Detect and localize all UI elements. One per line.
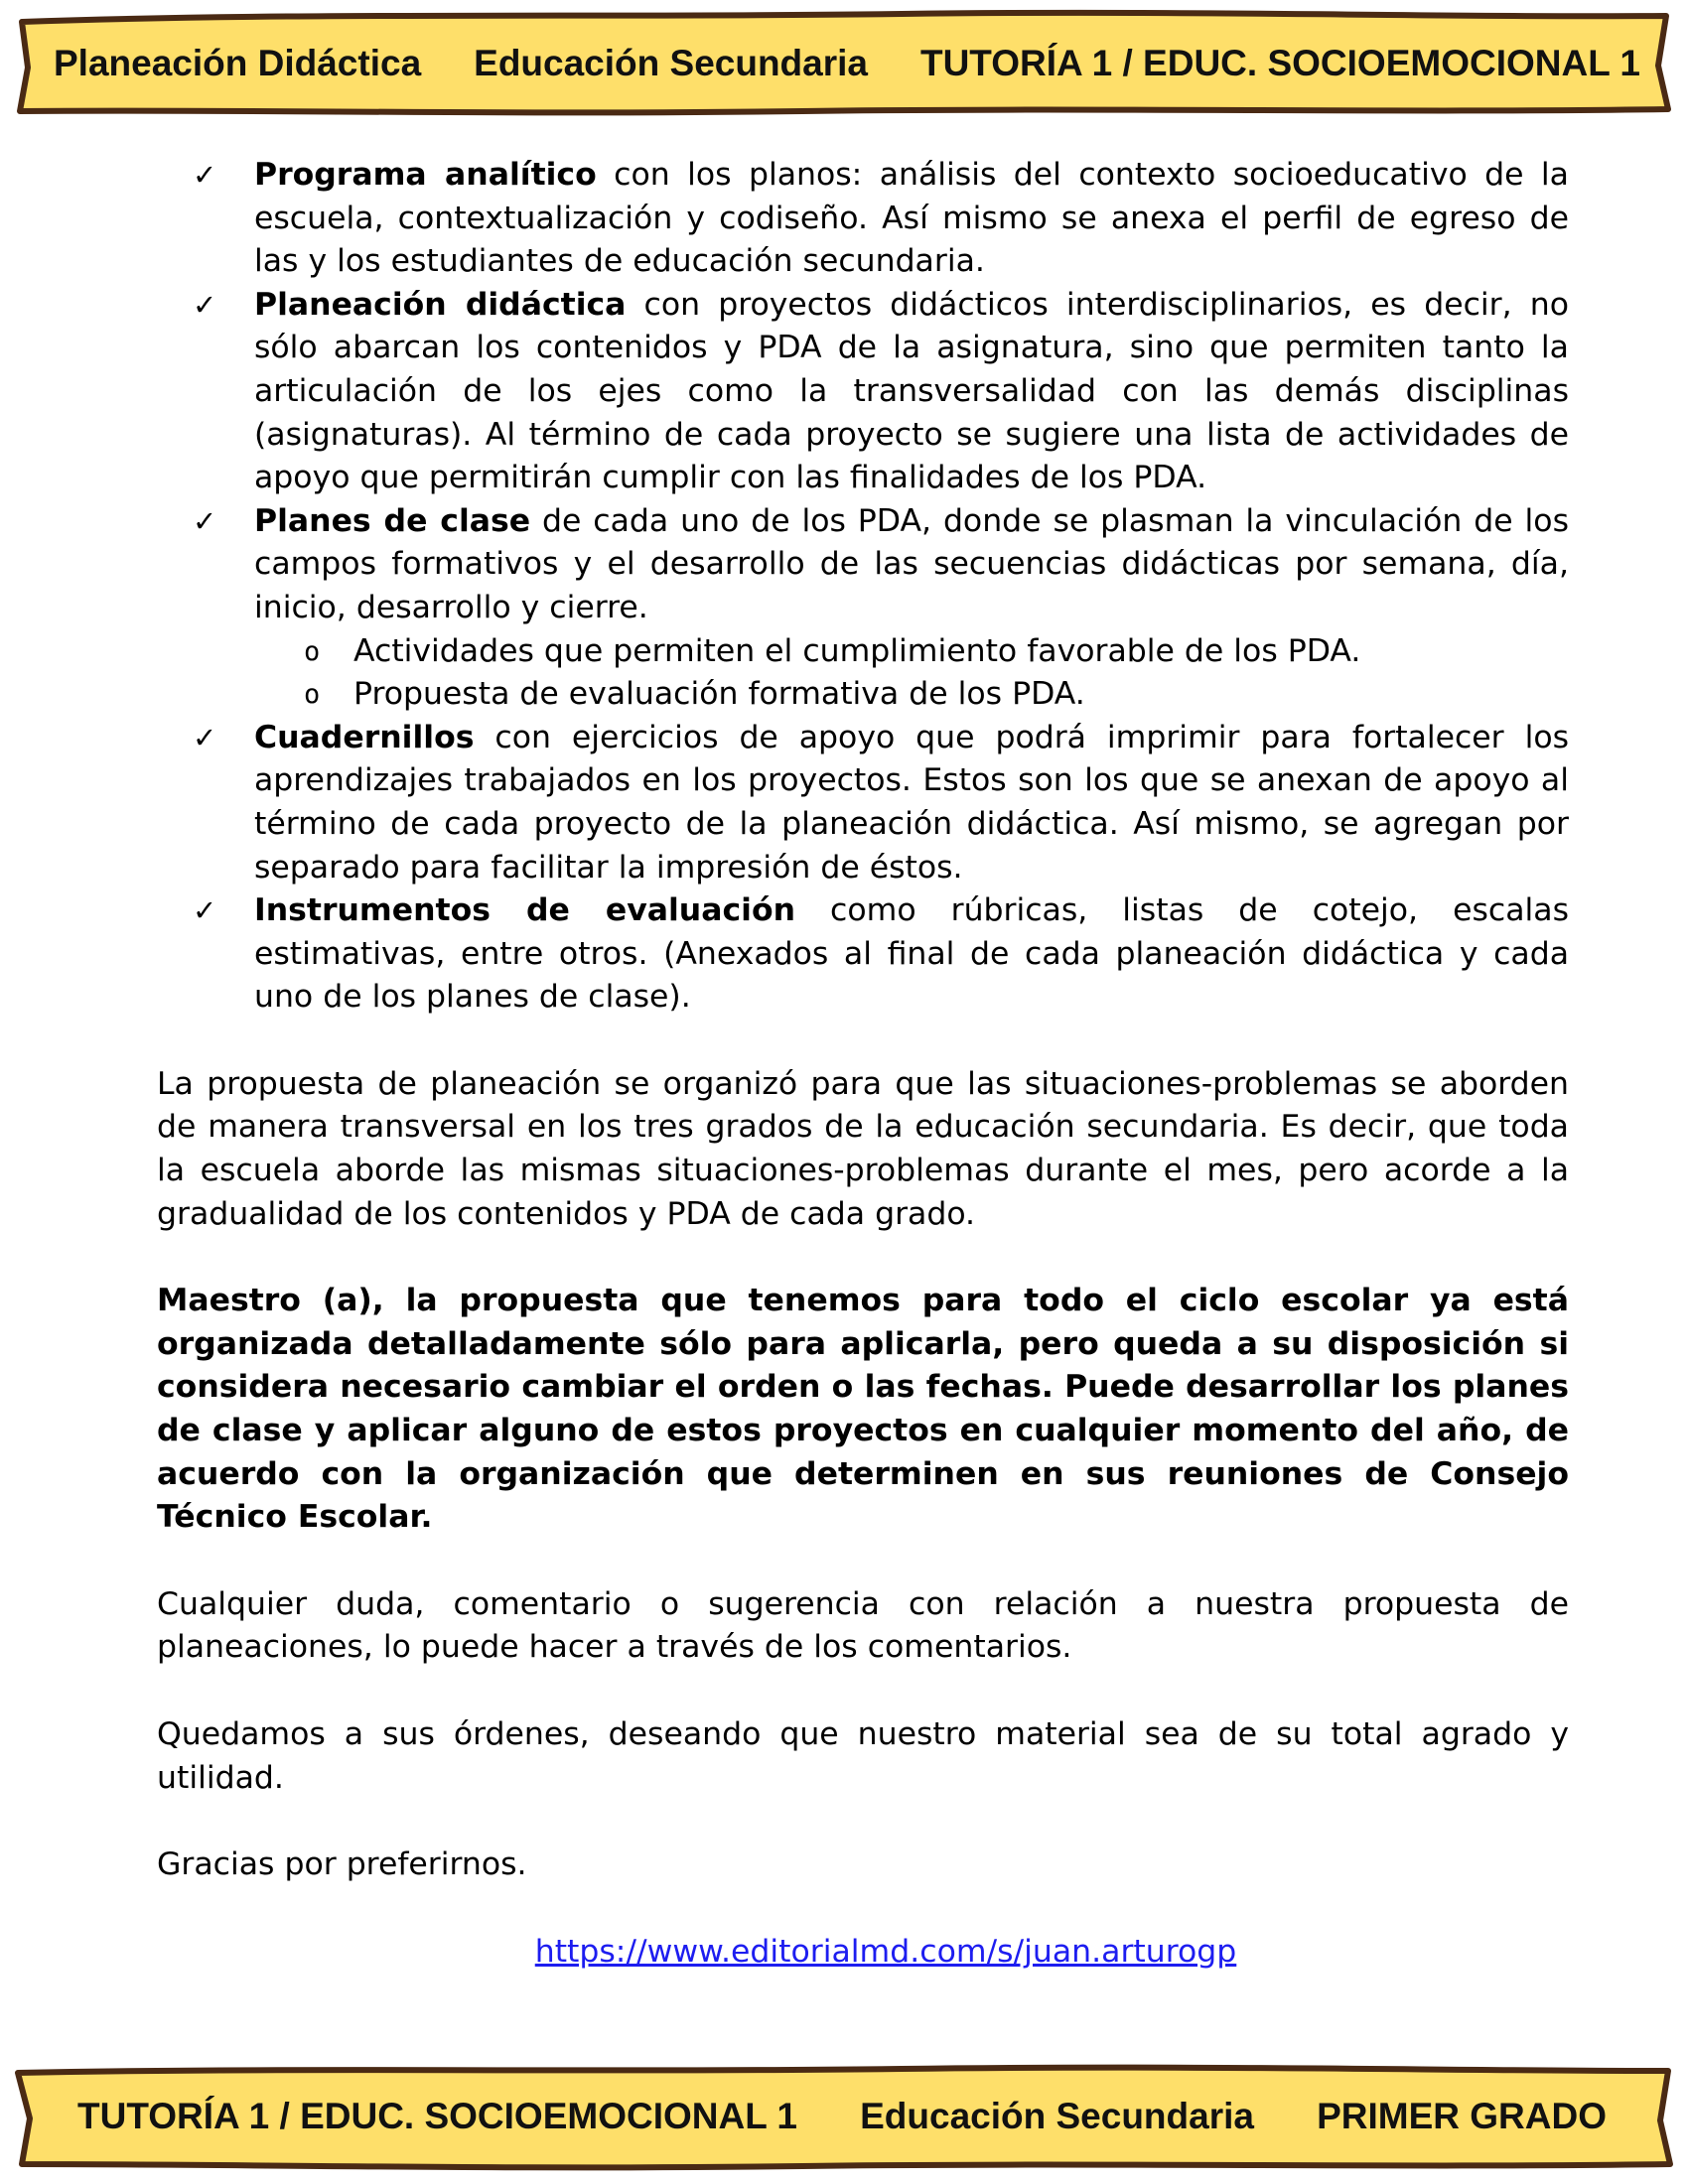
circle-bullet-icon: o — [304, 679, 321, 711]
checklist-item-title: Instrumentos de evaluación — [254, 892, 796, 929]
footer-subject: TUTORÍA 1 / EDUC. SOCIOEMOCIONAL 1 — [77, 2096, 798, 2136]
checklist-item — [193, 717, 1569, 889]
checklist-item — [193, 889, 1569, 1020]
checklist-item-title: Planes de clase — [254, 502, 531, 539]
paragraph-questions: Cualquier duda, comentario o sugerencia con relación a nuestra propuesta de planeaciones, lo puede hacer a través de los comentarios. — [157, 1585, 1569, 1666]
checkmark-icon: ✓ — [193, 287, 217, 322]
sub-list — [254, 630, 1569, 717]
footer-level: Educación Secundaria — [860, 2096, 1254, 2136]
checkmark-icon: ✓ — [193, 893, 217, 928]
checklist-item — [193, 500, 1569, 717]
editorial-link[interactable]: https://www.editorialmd.com/s/juan.arturogp — [534, 1933, 1237, 1970]
checklist-item — [193, 284, 1569, 500]
sub-list-item-text: Propuesta de evaluación formativa de los PDA. — [353, 676, 1085, 713]
sub-list-item-text: Actividades que permiten el cumplimiento favorable de los PDA. — [353, 632, 1361, 669]
checklist-item-text: con los planos: análisis del contexto socioeducativo de la escuela, contextualización y codiseño. Así mismo se anexa el perfil de egreso de las y los estudiantes de educación secundaria. — [254, 157, 1569, 280]
paragraph-thanks: Gracias por preferirnos. — [157, 1846, 527, 1883]
checklist-item — [193, 154, 1569, 284]
checklist-item-text: de cada uno de los PDA, donde se plasman la vinculación de los campos formativos y el desarrollo de las secuencias didácticas por semana, día, inicio, desarrollo y cierre. — [254, 502, 1569, 625]
checkmark-icon: ✓ — [193, 158, 217, 192]
paragraph-teacher-note: Maestro (a), la propuesta que tenemos para todo el ciclo escolar ya está organizada detalladamente sólo para aplicarla, pero queda a su disposición si considera necesario cambiar el orden o las fechas. Puede desarrollar los planes de clase y aplicar alguno de estos proyectos en cualquier momento del año, de acuerdo con la organización que determinen en sus reuniones de Consejo Técnico Escolar. — [157, 1283, 1569, 1536]
header-level: Educación Secundaria — [474, 43, 868, 83]
checklist-item-title: Planeación didáctica — [254, 286, 627, 323]
paragraph-closing: Quedamos a sus órdenes, deseando que nuestro material sea de su total agrado y utilidad. — [157, 1716, 1569, 1796]
checklist-item-title: Programa analítico — [254, 157, 597, 193]
circle-bullet-icon: o — [304, 635, 321, 667]
checklist-item-text: con ejercicios de apoyo que podrá imprimir para fortalecer los aprendizajes trabajados en los proyectos. Estos son los que se anexan de apoyo al término de cada proyecto de la planeación didáctica. Así mismo, se agregan por separado para facilitar la impresión de éstos. — [254, 719, 1569, 886]
checklist-item-title: Cuadernillos — [254, 719, 475, 755]
document-body — [157, 154, 1569, 1974]
sub-list-item — [304, 630, 1569, 674]
checklist-item-text: como rúbricas, listas de cotejo, escalas estimativas, entre otros. (Anexados al final de cada planeación didáctica y cada uno de los planes de clase). — [254, 892, 1569, 1016]
footer-grade: PRIMER GRADO — [1317, 2096, 1607, 2136]
checkmark-icon: ✓ — [193, 720, 217, 754]
link-row — [157, 1931, 1569, 1975]
footer-banner — [8, 2061, 1680, 2172]
checklist-item-text: con proyectos didácticos interdisciplinarios, es decir, no sólo abarcan los contenidos y PDA de la asignatura, sino que permiten tanto la articulación de los ejes como la transversalidad con las demás disciplinas (asignaturas). Al término de cada proyecto se sugiere una lista de actividades de apoyo que permitirán cumplir con las finalidades de los PDA. — [254, 286, 1569, 496]
sub-list-item — [304, 673, 1569, 717]
header-banner — [8, 8, 1680, 119]
paragraph-organization: La propuesta de planeación se organizó para que las situaciones-problemas se aborden de manera transversal en los tres grados de la educación secundaria. Es decir, que toda la escuela aborde las mismas situaciones-problemas durante el mes, pero acorde a la gradualidad de los contenidos y PDA de cada grado. — [157, 1065, 1569, 1232]
header-subject: TUTORÍA 1 / EDUC. SOCIOEMOCIONAL 1 — [919, 43, 1640, 83]
header-title: Planeación Didáctica — [54, 43, 422, 83]
checklist — [157, 154, 1569, 1020]
checkmark-icon: ✓ — [193, 503, 217, 538]
